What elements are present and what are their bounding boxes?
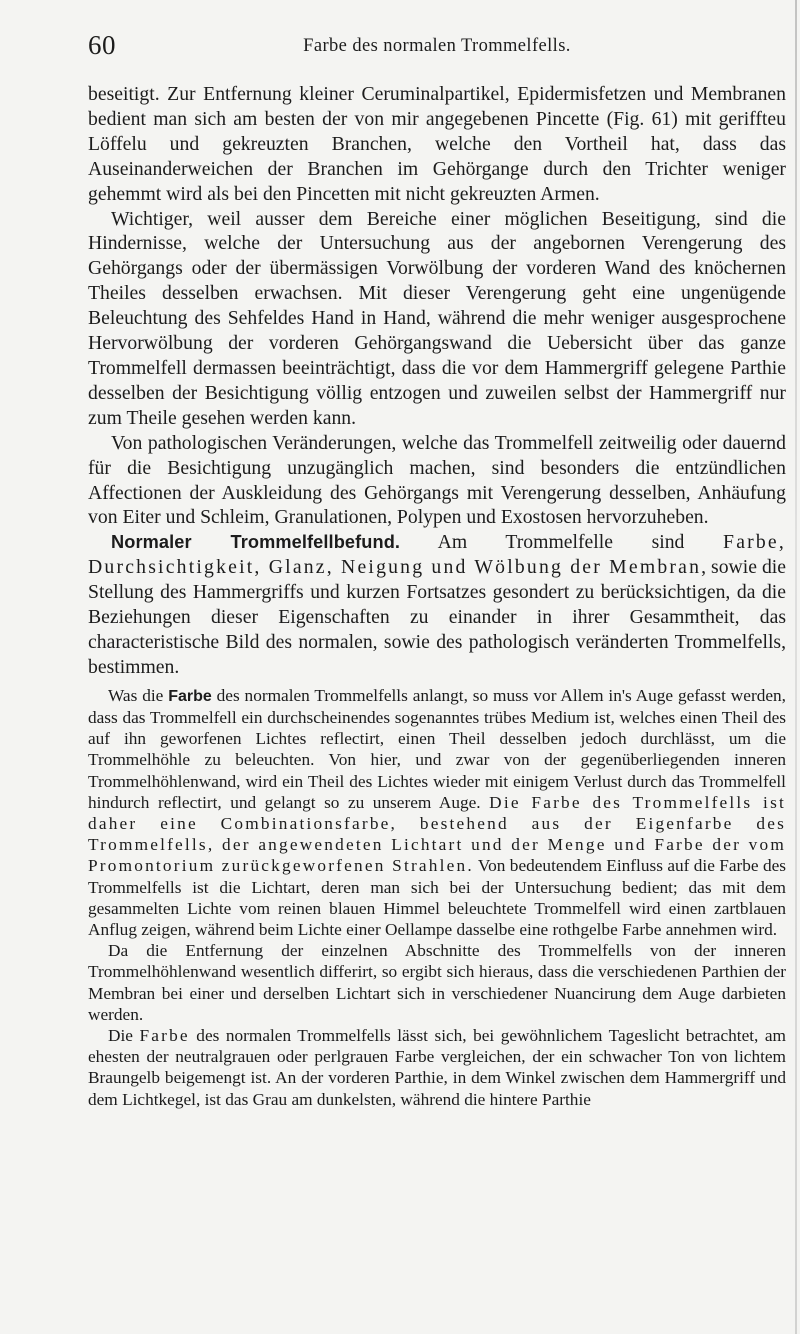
normal-finding-spaced-terms: Farbe, Durchsichtigkeit, Glanz, Neigung und Wölbung der Membran — [88, 531, 786, 579]
running-title: Farbe des normalen Trommelfells. — [303, 36, 571, 56]
body-text-large — [88, 82, 786, 680]
paragraph-normal-finding — [88, 530, 786, 679]
book-page — [88, 30, 786, 1110]
paragraph-colour — [88, 685, 786, 940]
paragraph-normal-colour — [88, 1025, 786, 1110]
last-spaced-word: Farbe — [139, 1026, 190, 1045]
last-text-b: des normalen Trommelfells lässt sich, bei gewöhnlichem Tageslicht betrachtet, am ehesten der neutralgrauen oder perlgrauen Farbe vergleichen, der ein schwacher Ton von lichtem Braungelb beigemengt ist. An der vorderen Parthie, in dem Winkel zwischen dem Hammergriff und dem Lichtkegel, ist das Grau am dunkelsten, während die hintere Parthie — [88, 1026, 786, 1109]
paragraph-distance-nuances: Da die Entfernung der einzelnen Abschnitte des Trommelfells von der inneren Trommelhöhlenwand wesentlich differirt, so ergibt sich hieraus, dass die verschiedenen Parthien der Membran bei einer und derselben Lichtart sich in verschiedener Nuancirung dem Auge darbieten werden. — [88, 941, 786, 1024]
colour-text-a: des normalen Trommelfells anlangt, so muss vor Allem in's Auge gefasst werden, dass das Trommelfell ein durchscheinendes sogenanntes trübes Medium ist, welches einen Theil des auf ihn geworfenen Lichtes reflectirt, einen Theil desselben jedoch durchlässt, um die Trommelhöhle zu beleuchten. Von hier, und zwar von der gegenüberliegenden inneren Trommelhöhlenwand, wird ein Theil des Lichtes wieder mit einigem Verlust durch das Trommelfell hindurch reflectirt, und gelangt so zu unserem Auge. — [88, 685, 786, 812]
colour-spaced-sentence: Die Farbe des Trommelfells ist daher eine Combinationsfarbe, bestehend aus der Eigenfarbe des Trommelfells, der angewendeten Lichtart und der Menge und Farbe der vom Promontorium zurückgeworfenen Strahlen. — [88, 792, 786, 876]
paragraph-pathological-changes: Von pathologischen Veränderungen, welche das Trommelfell zeitweilig oder dauernd für die Besichtigung unzugänglich machen, sind besonders die entzündlichen Affectionen der Auskleidung des Gehörgangs mit Verengerung desselben, Anhäufung von Eiter und Schleim, Granulationen, Polypen und Exostosen hervorzuheben. — [88, 431, 786, 529]
running-head — [88, 30, 786, 60]
paragraph-canal-obstacles: Wichtiger, weil ausser dem Bereiche einer möglichen Beseitigung, sind die Hindernisse, welche der Untersuchung aus der angebornen Verengerung des Gehörgangs oder der übermässigen Vorwölbung der vorderen Wand des knöchernen Theiles desselben erwachsen. Mit dieser Verengerung geht eine ungenügende Beleuchtung des Sehfeldes Hand in Hand, während die mehr weniger ausgesprochene Hervorwölbung der vorderen Gehörgangswand die Uebersicht über das ganze Trommelfell dermassen beeinträchtigt, dass die vor dem Hammergriff gelegene Parthie desselben der Besichtigung völlig entzogen und zuweilen selbst der Hammergriff nur zum Theile gesehen werden kann. — [88, 207, 786, 429]
colour-bold-word: Farbe — [168, 687, 212, 705]
body-text-small — [88, 685, 786, 1110]
section-heading: Normaler Trommelfellbefund. — [111, 532, 401, 553]
paragraph-removal-instruments: beseitigt. Zur Entfernung kleiner Ceruminalpartikel, Epidermisfetzen und Membranen bedient man sich am besten der von mir angegebenen Pincette (Fig. 61) mit geriffteu Löffelu und gekreuzten Branchen, welche den Vortheil hat, dass das Auseinanderweichen der Branchen im Gehörgange durch den Trichter weniger gehemmt wird als bei den Pincetten mit nicht gekreuzten Armen. — [88, 83, 786, 205]
colour-intro: Was die — [108, 685, 169, 705]
last-text-a: Die — [108, 1026, 140, 1045]
normal-finding-text-b: , sowie die Stellung des Hammergriffs und kurzen Fortsatzes gesondert zu berücksichtigen, da die Beziehungen dieser Eigenschaften zu einander in ihrer Gesammtheit, das characteristische Bild des normalen, sowie des pathologisch veränderten Trommelfells, bestimmen. — [88, 556, 787, 678]
normal-finding-text-a: Am Trommelfelle sind — [400, 531, 724, 554]
page-number: 60 — [88, 30, 116, 60]
colour-text-b: Von bedeutendem Einfluss auf die Farbe des Trommelfells ist die Lichtart, deren man sich bei der Untersuchung bedient; das mit dem gesammelten Lichte vom reinen blauen Himmel beleuchtete Trommelfell wird einen zartblauen Anflug zeigen, während beim Lichte einer Oellampe dasselbe eine rothgelbe Farbe annehmen wird. — [88, 856, 786, 939]
page-edge-shadow — [795, 0, 797, 1334]
